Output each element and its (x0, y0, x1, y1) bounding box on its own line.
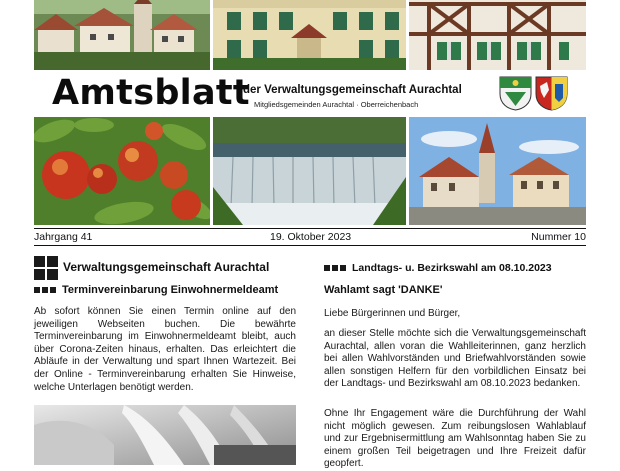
photo-half-timbered-house (409, 0, 586, 70)
article-paragraph-left: Ab sofort können Sie einen Termin online auf den jeweiligen Webseiten buchen. Die bewährte Terminvereinbarung im Einwohnermeldeamt bleibt, auch über Corona-Zeiten hinaus, erhalten. Das erleichtert die Abläufe in der Verwaltung und spart Ihnen Wartezeit. Bei der Online - Terminvereinbarung erhalten Sie Hinweise, welche Unterlagen benötigt werden. (34, 306, 296, 393)
issue-number: Nummer 10 (531, 231, 586, 243)
coat-of-arms-red-icon (535, 76, 568, 111)
masthead-member-communities: Mitgliedsgemeinden Aurachtal · Oberreichenbach (254, 100, 419, 109)
photo-village-rooftops (34, 0, 210, 70)
article-title-left: Terminvereinbarung Einwohnermeldeamt (62, 284, 279, 296)
article-greeting: Liebe Bürgerinnen und Bürger, (324, 308, 461, 319)
masthead-title: Amtsblatt (52, 73, 250, 113)
photo-hands-on-keyboard (34, 405, 296, 465)
section-title: Verwaltungsgemeinschaft Aurachtal (63, 260, 270, 274)
article-paragraph-right-1: an dieser Stelle möchte sich die Verwaltungsgemeinschaft Aurachtal, allen voran die Wahlleiterinnen, ganz herzlich bei allen Wahlvorständen und Briefwahlvorständen sowie allen sonstigen Helfern für den vorbildlichen Einsatz bei der Landtags- und Bezirkswahl am 08.10.2023 bedanken. (324, 328, 586, 390)
photo-river-weir (213, 117, 406, 225)
photo-apples-on-tree (34, 117, 210, 225)
masthead-subtitle: der Verwaltungsgemeinschaft Aurachtal (243, 84, 462, 96)
issue-info-bar (34, 228, 586, 246)
photo-town-hall (213, 0, 406, 70)
article-title-right: Landtags- u. Bezirkswahl am 08.10.2023 (352, 262, 552, 274)
issue-volume: Jahrgang 41 (34, 231, 93, 243)
coat-of-arms-green-icon (499, 76, 532, 111)
article-headline: Wahlamt sagt 'DANKE' (324, 284, 443, 296)
issue-date: 19. Oktober 2023 (270, 231, 352, 243)
photo-church-and-houses (409, 117, 586, 225)
article-paragraph-right-2: Ohne Ihr Engagement wäre die Durchführung der Wahl nicht möglich gewesen. Zum reibungslosen Wahlablauf und zur Ergebnisermittlung am Wahlsonntag haben Sie zu einem großen Teil beigetragen und Ihre Freizeit dafür geopfert. (324, 408, 586, 470)
